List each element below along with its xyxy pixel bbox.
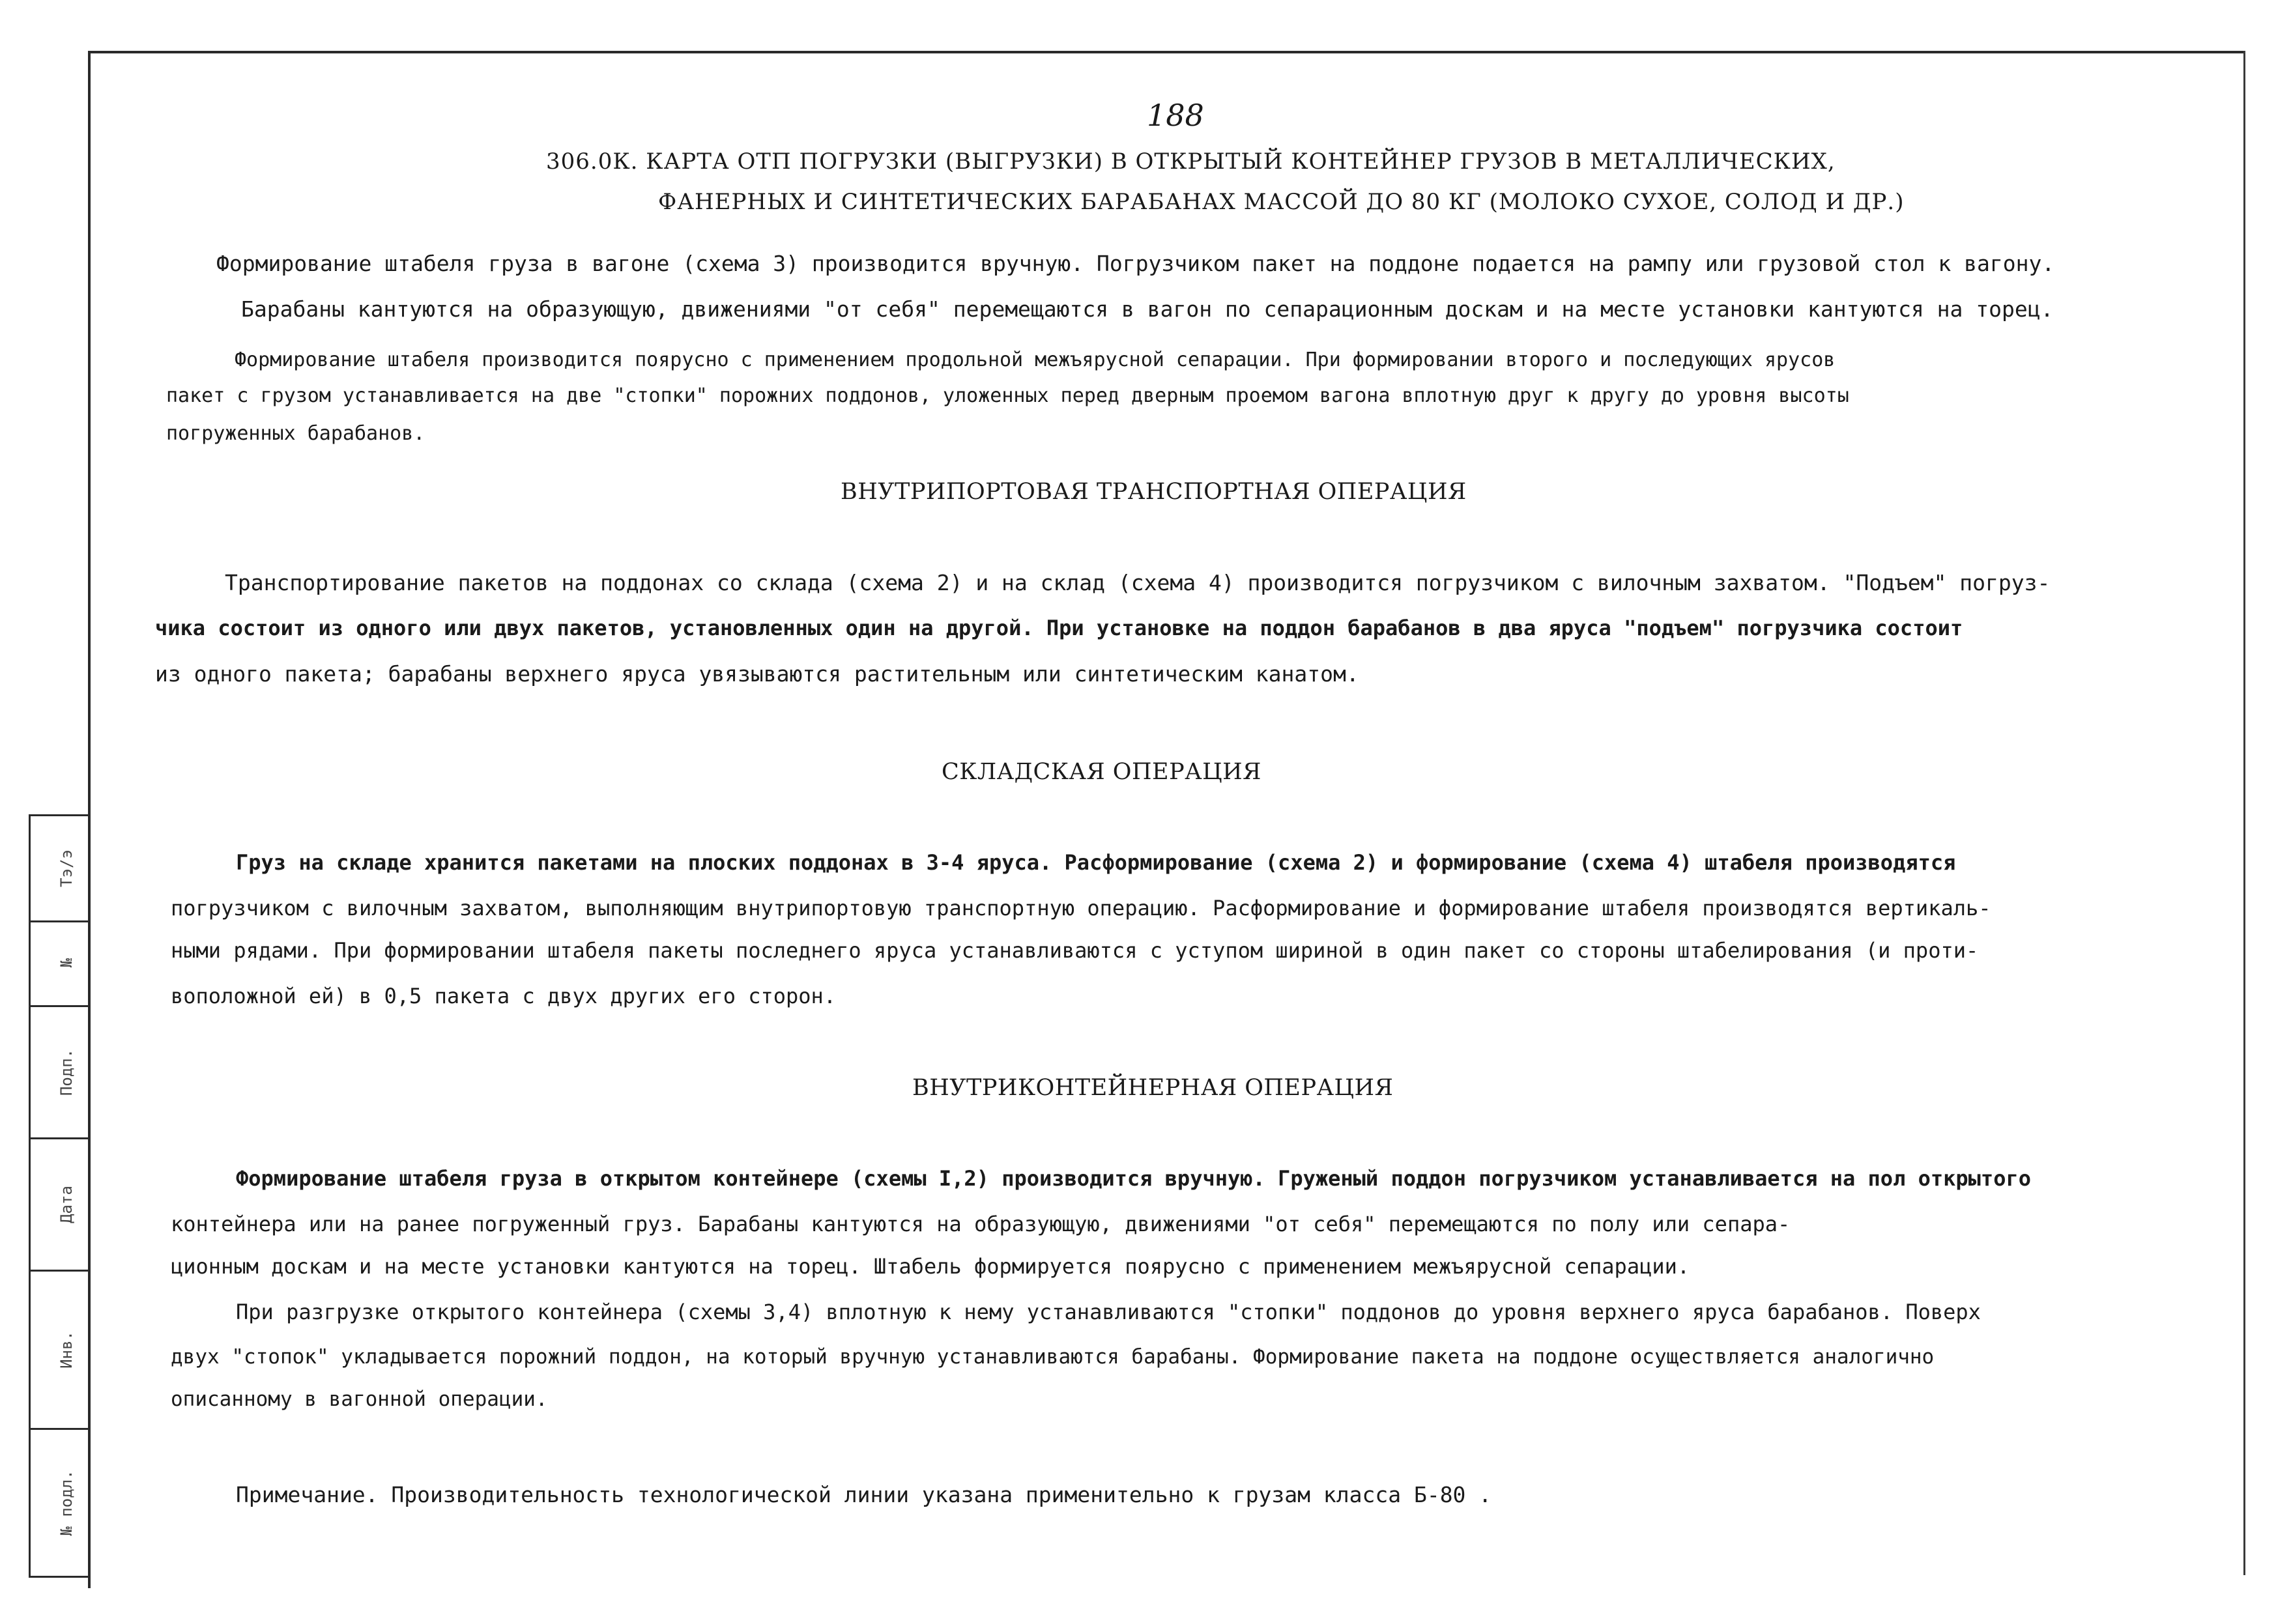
transport-line-3: из одного пакета; барабаны верхнего яруса увязываются растительным или синтетическим канатом. — [155, 661, 1359, 687]
stamp-cell-3: Подп. — [30, 1007, 89, 1139]
transport-line-2: чика состоит из одного или двух пакетов, установленных один на другой. При установке на поддон барабанов в два яруса "подъем" погрузчика состоит — [155, 616, 1963, 640]
intro-line-3: Формирование штабеля производится поярусно с применением продольной межъярусной сепарации. При формировании второго и последующих ярусов — [235, 349, 1836, 371]
frame-right-border — [2243, 51, 2245, 1575]
warehouse-line-2: погрузчиком с вилочным захватом, выполняющим внутрипортовую транспортную операцию. Расформирование и формирование штабеля производятся вертикаль- — [171, 896, 1991, 920]
frame-top-border — [88, 51, 2245, 53]
stamp-cell-6: № подл. — [30, 1430, 89, 1578]
warehouse-line-3: ными рядами. При формировании штабеля пакеты последнего яруса устанавливаются с уступом шириной в один пакет со стороны штабелирования (и проти- — [171, 938, 1979, 963]
section-heading-transport: ВНУТРИПОРТОВАЯ ТРАНСПОРТНАЯ ОПЕРАЦИЯ — [841, 479, 1467, 505]
intro-line-4: пакет с грузом устанавливается на две "стопки" порожних поддонов, уложенных перед дверным проемом вагона вплотную друг к другу до уровня высоты — [166, 384, 1849, 407]
intro-line-5: погруженных барабанов. — [166, 422, 425, 445]
container-line-3: ционным доскам и на месте установки кантуются на торец. Штабель формируется поярусно с применением межъярусной сепарации. — [171, 1254, 1690, 1279]
container-line-4: При разгрузке открытого контейнера (схемы 3,4) вплотную к нему устанавливаются "стопки" поддонов до уровня верхнего яруса барабанов. Поверх — [236, 1300, 1981, 1324]
transport-line-1: Транспортирование пакетов на поддонах со склада (схема 2) и на склад (схема 4) производится погрузчиком с вилочным захватом. "Подъем" погруз- — [225, 570, 2051, 595]
document-title-line-2: ФАНЕРНЫХ И СИНТЕТИЧЕСКИХ БАРАБАНАХ МАССОЙ ДО 80 КГ (МОЛОКО СУХОЕ, СОЛОД И ДР.) — [658, 189, 1905, 215]
document-title-line-1: 306.0К. КАРТА ОТП ПОГРУЗКИ (ВЫГРУЗКИ) В ОТКРЫТЫЙ КОНТЕЙНЕР ГРУЗОВ В МЕТАЛЛИЧЕСКИХ, — [546, 149, 1836, 175]
warehouse-line-1: Груз на складе хранится пакетами на плоских поддонах в 3-4 яруса. Расформирование (схема 2) и формирование (схема 4) штабеля производятся — [236, 850, 1956, 875]
stamp-cell-1: Тэ/э — [30, 814, 89, 922]
stamp-cell-2: № — [30, 920, 89, 1007]
container-line-2: контейнера или на ранее погруженный груз. Барабаны кантуются на образующую, движениями "от себя" перемещаются по полу или сепара- — [171, 1212, 1791, 1236]
container-line-5: двух "стопок" укладывается порожний поддон, на который вручную устанавливаются барабаны. Формирование пакета на поддоне осуществляется аналогично — [171, 1345, 1935, 1369]
note: Примечание. Производительность технологической линии указана применительно к грузам класса Б-80 . — [236, 1482, 1492, 1507]
container-line-6: описанному в вагонной операции. — [171, 1388, 548, 1411]
section-heading-warehouse: СКЛАДСКАЯ ОПЕРАЦИЯ — [942, 759, 1261, 785]
page-number: 188 — [1147, 98, 1204, 133]
stamp-cell-4: Дата — [30, 1139, 89, 1272]
stamp-cell-5: Инв. — [30, 1272, 89, 1430]
section-heading-container: ВНУТРИКОНТЕЙНЕРНАЯ ОПЕРАЦИЯ — [912, 1075, 1394, 1101]
intro-line-2: Барабаны кантуются на образующую, движениями "от себя" перемещаются в вагон по сепарационным доскам и на месте установки кантуются на торец. — [241, 296, 2054, 322]
container-line-1: Формирование штабеля груза в открытом контейнере (схемы I,2) производится вручную. Груженый поддон погрузчиком устанавливается на пол открытого — [236, 1166, 2031, 1191]
warehouse-line-4: воположной ей) в 0,5 пакета с двух других его сторон. — [171, 984, 837, 1008]
intro-line-1: Формирование штабеля груза в вагоне (схема 3) производится вручную. Погрузчиком пакет на поддоне подается на рампу или грузовой стол к вагону. — [216, 251, 2055, 276]
